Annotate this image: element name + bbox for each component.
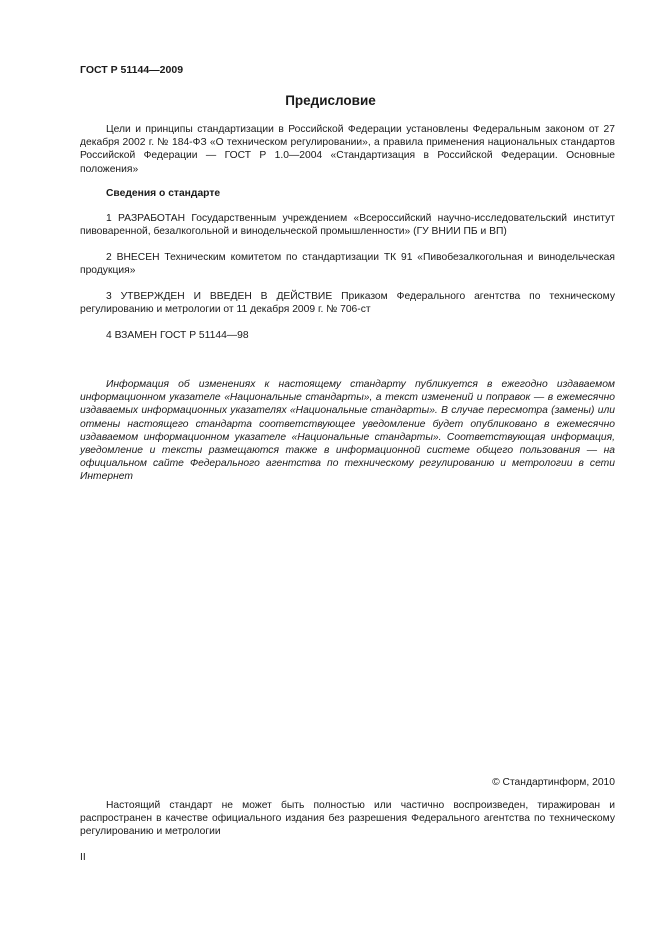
info-item-replaces: 4 ВЗАМЕН ГОСТ Р 51144—98 xyxy=(106,330,249,341)
page-number: II xyxy=(80,852,86,863)
amendments-notice-paragraph: Информация об изменениях к настоящему стандарту публикуется в ежегодно издаваемом информационном указателе «Национальные стандарты», а текст изменений и поправок — в ежемесячно издаваемых информационных указателях «Национальные стандарты». В случае пересмотра (замены) или отмены настоящего стандарта соответствующее уведомление будет опубликовано в ежемесячно издаваемом информационном указателе «Национальные стандарты». Соответствующая информация, уведомление и тексты размещаются также в информационной системе общего пользования — на официальном сайте Федерального агентства по техническому регулированию и метрологии в сети Интернет xyxy=(80,379,615,483)
copyright-line: © Стандартинформ, 2010 xyxy=(492,777,615,788)
info-item-approved: 3 УТВЕРЖДЕН И ВВЕДЕН В ДЕЙСТВИЕ Приказом Федерального агентства по техническому регулированию и метрологии от 11 декабря 2009 г. № 706-ст xyxy=(80,291,615,316)
preface-title: Предисловие xyxy=(285,93,376,108)
document-code-header: ГОСТ Р 51144—2009 xyxy=(80,64,184,76)
info-item-developed: 1 РАЗРАБОТАН Государственным учреждением «Всероссийский научно-исследовательский институт пивоваренной, безалкогольной и винодельческой промышленности» (ГУ ВНИИ ПБ и ВП) xyxy=(80,213,615,238)
preface-intro-paragraph: Цели и принципы стандартизации в Российской Федерации установлены Федеральным законом от 27 декабря 2002 г. № 184-ФЗ «О техническом регулировании», а правила применения национальных стандартов Российской Федерации — ГОСТ Р 1.0—2004 «Стандартизация в Российской Федерации. Основные положения» xyxy=(80,124,615,175)
reproduction-notice-paragraph: Настоящий стандарт не может быть полностью или частично воспроизведен, тиражирован и распространен в качестве официального издания без разрешения Федерального агентства по техническому регулированию и метрологии xyxy=(80,800,615,838)
standard-info-heading: Сведения о стандарте xyxy=(106,188,221,199)
info-item-introduced: 2 ВНЕСЕН Техническим комитетом по стандартизации ТК 91 «Пивобезалкогольная и винодельческая продукция» xyxy=(80,252,615,277)
